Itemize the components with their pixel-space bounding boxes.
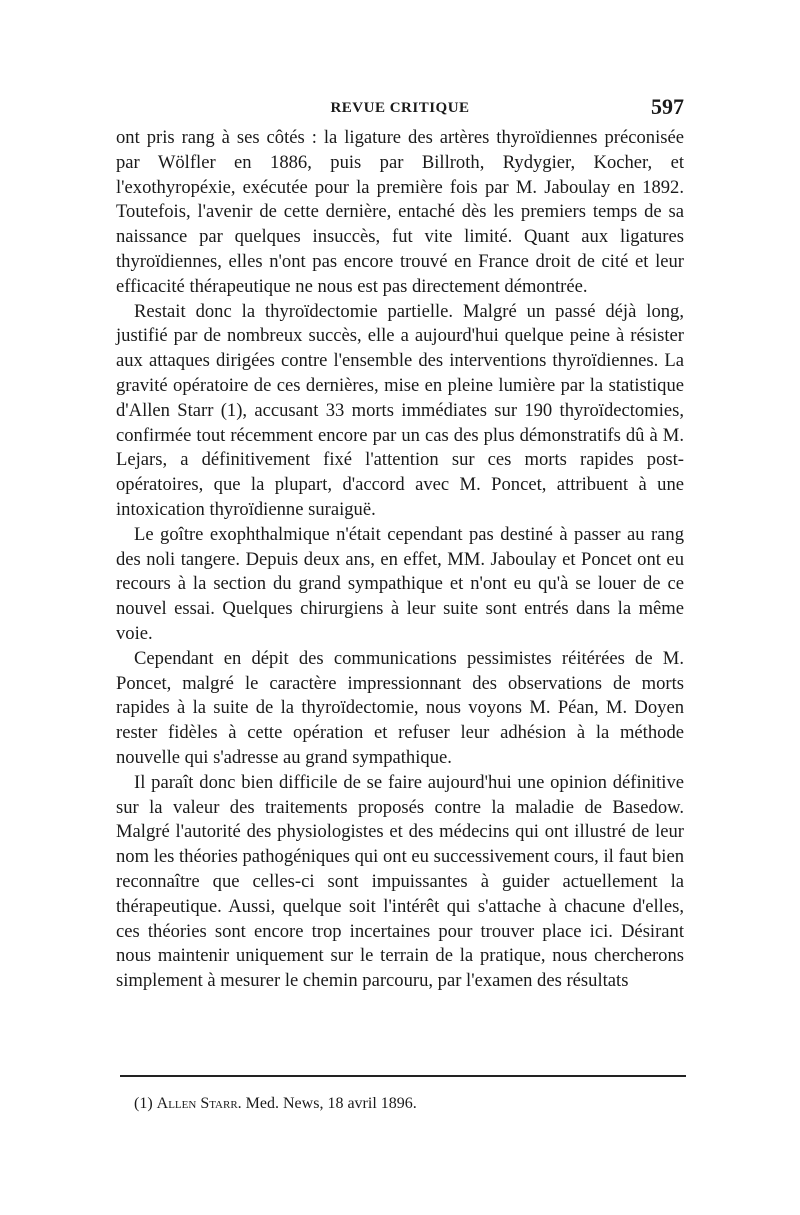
footnote-marker: (1) <box>134 1095 153 1112</box>
paragraph: Cependant en dépit des communications pessimistes réitérées de M. Poncet, malgré le caractère impressionnant des observations de morts rapides à la suite de la thyroïdectomie, nous voyons M. Péan, M. Doyen rester fidèles à cette opération et refuser leur adhésion à la méthode nouvelle qui s'adresse au grand sympathique. <box>116 647 684 768</box>
footnote-author: Allen Starr. <box>156 1095 242 1112</box>
running-head <box>116 94 684 124</box>
paragraph: Il paraît donc bien difficile de se faire aujourd'hui une opinion définitive sur la valeur des traitements proposés contre la maladie de Basedow. Malgré l'autorité des physiologistes et des médecins qui ont illustré de leur nom les théories pathogéniques qui ont eu successivement cours, il faut bien reconnaître que celles-ci sont impuissantes à guider actuellement la thérapeutique. Aussi, quelque soit l'intérêt qui s'attache à chacune d'elles, ces théories sont encore trop incertaines pour trouver place ici. Désirant nous maintenir uniquement sur le terrain de la pratique, nous chercherons simplement à mesurer le chemin parcouru, par l'examen des résultats <box>116 771 685 992</box>
paragraph: ont pris rang à ses côtés : la ligature des artères thyroïdiennes préconisée par Wölfler en 1886, puis par Billroth, Rydygier, Kocher, et l'exothyropéxie, exécutée pour la première fois par M. Jaboulay en 1892. Toutefois, l'avenir de cette dernière, entaché dès les premiers temps de sa naissance par quelques insuccès, fut vite limité. Quant aux ligatures thyroïdiennes, elles n'ont pas encore trouvé en France droit de cité et leur efficacité thérapeutique ne nous est pas directement démontrée. <box>116 127 684 297</box>
page-number: 597 <box>651 94 684 119</box>
paragraph: Le goître exophthalmique n'était cependant pas destiné à passer au rang des noli tangere. Depuis deux ans, en effet, MM. Jaboulay et Poncet ont eu recours à la section du grand sympathique et n'ont eu qu'à se louer de ce nouvel essai. Quelques chirurgiens à leur suite sont entrés dans la même voie. <box>116 523 684 644</box>
paragraph: Restait donc la thyroïdectomie partielle. Malgré un passé déjà long, justifié par de nombreux succès, elle a aujourd'hui quelque peine à résister aux attaques dirigées contre l'ensemble des interventions thyroïdiennes. La gravité opératoire de ces dernières, mise en pleine lumière par la statistique d'Allen Starr (1), accusant 33 morts immédiates sur 190 thyroïdectomies, confirmée tout récemment encore par un cas des plus démonstratifs dû à M. Lejars, a définitivement fixé l'attention sur ces morts rapides post-opératoires, que la plupart, d'accord avec M. Poncet, attribuent à une intoxication thyroïdienne suraiguë. <box>116 300 684 520</box>
footnote <box>134 1093 684 1115</box>
running-title: REVUE CRITIQUE <box>330 100 470 116</box>
footnote-divider <box>120 1075 686 1077</box>
body-text <box>116 126 684 994</box>
footnote-citation: Med. News, 18 avril 1896. <box>245 1095 417 1112</box>
